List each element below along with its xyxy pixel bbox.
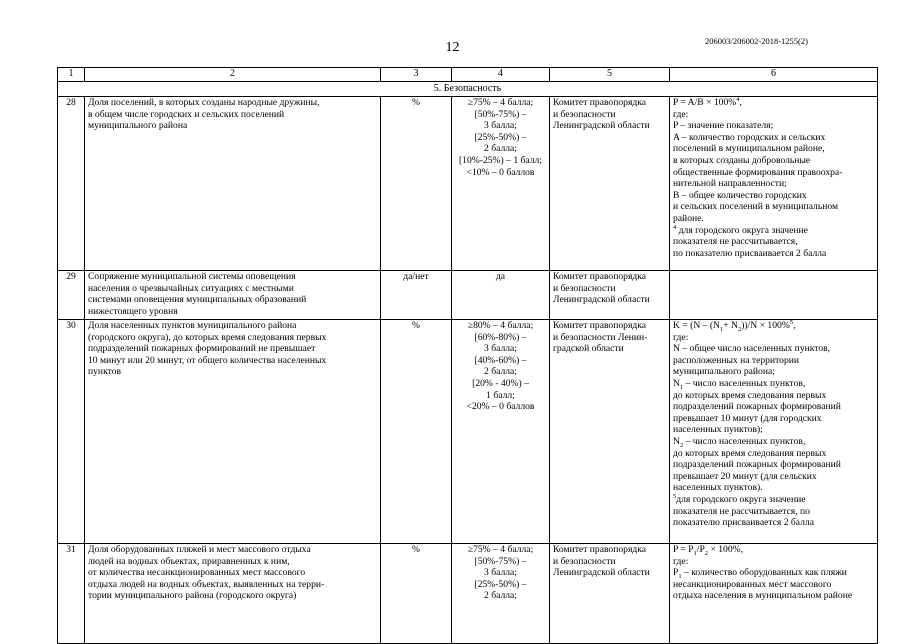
indicator-name-line: муниципального района — [88, 120, 188, 132]
indicator-name — [85, 97, 381, 271]
formula-line: показателю присваивается 2 балла — [673, 517, 814, 529]
formula-line: P – значение показателя; — [673, 120, 774, 132]
formula-cell — [670, 97, 878, 271]
formula-line: $^5$для городского округа значение — [673, 492, 806, 505]
org-line: и безопасности — [553, 108, 616, 120]
indicator-name-line: Доля оборудованных пляжей и мест массового отдыха — [88, 544, 311, 555]
section-row — [58, 82, 878, 97]
formula-line: $P = P_1/P_2 \times 100\%$, — [673, 544, 744, 557]
formula-cell — [670, 544, 878, 644]
table-row — [58, 97, 878, 271]
table-row — [58, 544, 878, 644]
org-line: Комитет правопорядка — [553, 271, 647, 282]
unit-cell: % — [381, 544, 452, 644]
row-number: 30 — [58, 320, 85, 544]
indicator-name-line: от количества несанкционированных мест массового — [88, 567, 306, 579]
indicator-name — [85, 271, 381, 320]
score-line: [50%-75%) – — [474, 108, 527, 120]
formula-line: превышает 10 минут (для городских — [673, 412, 822, 424]
formula-cell — [670, 320, 878, 544]
formula-line: где: — [673, 108, 689, 120]
header-cell: 6 — [670, 68, 878, 82]
indicator-name-line: Доля населенных пунктов муниципального района — [88, 320, 297, 331]
formula-line: $N_1$ – число населенных пунктов, — [673, 377, 806, 391]
table-header-row — [58, 68, 878, 82]
score-values — [452, 271, 550, 320]
row-number: 29 — [58, 271, 85, 320]
header-cell: 4 — [452, 68, 550, 82]
formula-line: отдыха населения в муниципальном районе — [673, 590, 853, 602]
table-row — [58, 271, 878, 320]
formula-line: превышает 20 минут (для сельских — [673, 470, 817, 482]
formula-line: несанкционированных мест массового — [673, 578, 832, 590]
formula-line: в которых созданы добровольные — [673, 154, 811, 166]
indicator-name-line: Доля поселений, в которых созданы народные дружины, — [88, 97, 320, 108]
unit-cell: % — [381, 97, 452, 271]
formula-line: $N_2$ – число населенных пунктов, — [673, 435, 806, 449]
score-line: [40%-60%) – — [474, 354, 527, 366]
org-line: Комитет правопорядка — [553, 544, 647, 555]
score-line: [50%-75%) – — [474, 555, 527, 567]
header-cell: 3 — [381, 68, 452, 82]
formula-line: $K = (N - (N_1+ N_2))/N \times 100\%^5$, — [673, 319, 796, 333]
indicator-name-line: людей на водных объектах, приравненных к ним, — [88, 555, 290, 567]
score-line: да — [495, 271, 506, 282]
score-line: [20% - 40%) – — [472, 377, 529, 389]
formula-line: P = A/B × 100%$^4$, — [673, 96, 742, 108]
formula-line: общественные формирования правоохра- — [673, 166, 843, 178]
score-line: ≥75% – 4 балла; — [467, 97, 534, 108]
score-line: 2 балла; — [484, 366, 517, 378]
table-body — [58, 97, 878, 644]
formula-line: муниципального района; — [673, 366, 775, 378]
org-line: и безопасности Ленин- — [553, 331, 648, 343]
header-cell: 1 — [58, 68, 85, 82]
score-values — [452, 544, 550, 644]
formula-line: и сельских поселений в муниципальном — [673, 201, 839, 213]
responsible-org — [550, 544, 670, 644]
unit-cell: да/нет — [381, 271, 452, 320]
formula-line: где: — [673, 331, 689, 343]
org-line: Ленинградской области — [553, 120, 650, 132]
score-line: 3 балла; — [484, 343, 517, 355]
org-line: Комитет правопорядка — [553, 320, 647, 331]
formula-line: B – общее количество городских — [673, 189, 807, 201]
indicators-table — [57, 67, 878, 644]
indicator-name-line: подразделений пожарных формирований не превышает — [88, 343, 316, 355]
score-line: <10% – 0 баллов — [466, 166, 535, 178]
formula-line: населенных пунктов); — [673, 424, 763, 436]
formula-line: N – общее число населенных пунктов, — [673, 343, 831, 355]
indicator-name-line: в общем числе городских и сельских поселений — [88, 108, 285, 120]
unit-cell: % — [381, 320, 452, 544]
indicator-name-line: пунктов — [88, 366, 121, 378]
formula-line: населенных пунктов). — [673, 482, 763, 494]
indicator-name-line: Сопряжение муниципальной системы оповещения — [88, 271, 296, 282]
indicator-name — [85, 320, 381, 544]
org-line: и безопасности — [553, 555, 616, 567]
org-line: Ленинградской области — [553, 567, 650, 579]
score-line: ≥75% – 4 балла; — [467, 544, 534, 555]
formula-line: поселений в муниципальном районе, — [673, 143, 825, 155]
score-line: 3 балла; — [484, 567, 517, 579]
formula-line: до которых время следования первых — [673, 389, 827, 401]
formula-line: по показателю присваивается 2 балла — [673, 247, 827, 259]
formula-line: показателя не рассчитывается, по — [673, 505, 810, 517]
formula-cell — [670, 271, 878, 320]
score-line: 1 балл; — [486, 389, 515, 401]
score-line: 3 балла; — [484, 120, 517, 132]
formula-line: районе. — [673, 212, 704, 224]
score-line: <20% – 0 баллов — [466, 401, 535, 413]
score-values — [452, 97, 550, 271]
section-title: 5. Безопасность — [58, 82, 878, 97]
page-number: 12 — [445, 40, 460, 55]
header-cell: 2 — [85, 68, 381, 82]
formula-line: A – количество городских и сельских — [673, 131, 826, 143]
formula-line: где: — [673, 555, 689, 567]
score-line: 2 балла; — [484, 590, 517, 602]
responsible-org — [550, 320, 670, 544]
org-line: Комитет правопорядка — [553, 97, 647, 108]
score-line: [10%-25%) – 1 балл; — [458, 154, 542, 166]
row-number: 28 — [58, 97, 85, 271]
formula-line: $^4$ для городского округа значение — [673, 223, 808, 236]
formula-line: расположенных на территории — [673, 354, 800, 366]
org-line: и безопасности — [553, 282, 616, 294]
score-values — [452, 320, 550, 544]
formula-line: подразделений пожарных формирований — [673, 459, 841, 471]
indicator-name-line: тории муниципального района (городского округа) — [88, 590, 297, 602]
indicator-name — [85, 544, 381, 644]
header-cell: 5 — [550, 68, 670, 82]
score-line: [60%-80%) – — [474, 331, 527, 343]
score-line: ≥80% – 4 балла; — [467, 320, 534, 331]
indicator-name-line: 10 минут или 20 минут, от общего количества населенных — [88, 354, 327, 366]
formula-line: $P_1$ – количество оборудованных как пляжи — [673, 567, 847, 581]
table-row — [58, 320, 878, 544]
formula-line: показателя не рассчитывается, — [673, 236, 798, 248]
indicator-name-line: отдыха людей на водных объектах, выявленных на терри- — [88, 578, 325, 590]
row-number: 31 — [58, 544, 85, 644]
document-number: 206003/206002-2018-1255(2) — [705, 36, 808, 46]
formula-line: подразделений пожарных формирований — [673, 401, 841, 413]
indicator-name-line: населения о чрезвычайных ситуациях с местными — [88, 282, 294, 294]
indicator-name-line: (городского округа), до которых время следования первых — [88, 331, 327, 343]
org-line: Ленинградской области — [553, 294, 650, 306]
org-line: градской области — [553, 343, 624, 355]
responsible-org — [550, 271, 670, 320]
score-line: [25%-50%) – — [474, 131, 527, 143]
formula-line: нительной направленности; — [673, 178, 787, 190]
indicator-name-line: системами оповещения муниципальных образований — [88, 294, 307, 306]
indicator-name-line: нижестоящего уровня — [88, 305, 178, 317]
score-line: [25%-50%) – — [474, 578, 527, 590]
formula-line: до которых время следования первых — [673, 447, 827, 459]
responsible-org — [550, 97, 670, 271]
score-line: 2 балла; — [484, 143, 517, 155]
